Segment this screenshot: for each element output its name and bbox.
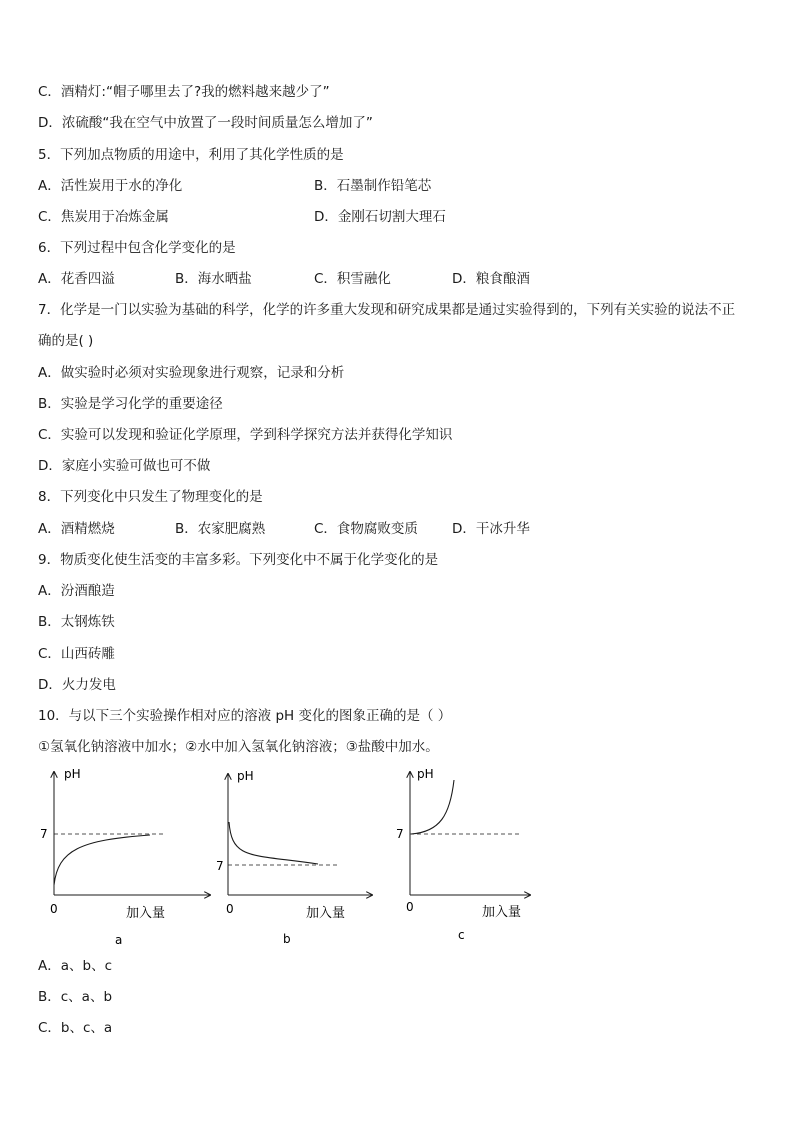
graph-b-ph7-label: 7 <box>216 859 224 873</box>
q9-option-b: B．太钢炼铁 <box>38 614 115 630</box>
graph-c-origin: 0 <box>406 900 414 914</box>
q6-option-b: B．海水晒盐 <box>175 271 252 287</box>
graph-b-ylabel: pH <box>237 769 254 783</box>
graph-b-origin: 0 <box>226 902 234 916</box>
q10-option-c: C．b、c、a <box>38 1020 113 1036</box>
question-7-line-1: 7．化学是一门以实验为基础的科学，化学的许多重大发现和研究成果都是通过实验得到的，下列有关实验的说法不正 <box>38 302 736 318</box>
graph-c <box>396 767 530 942</box>
graph-b-curve <box>229 822 318 864</box>
question-5: 5．下列加点物质的用途中，利用了其化学性质的是 <box>38 147 344 163</box>
graph-a <box>40 767 210 947</box>
q10-option-a: A．a、b、c <box>38 958 112 974</box>
q8-option-c: C．食物腐败变质 <box>314 521 418 537</box>
question-7-line-2: 确的是( ) <box>38 333 94 349</box>
graph-c-ylabel: pH <box>417 767 434 781</box>
graph-a-xlabel: 加入量 <box>126 906 166 921</box>
graph-b <box>216 769 372 946</box>
q9-option-a: A．汾酒酿造 <box>38 583 115 599</box>
graph-a-curve <box>54 835 150 885</box>
graph-a-ph7-label: 7 <box>40 827 48 841</box>
q8-option-b: B．农家肥腐熟 <box>175 521 266 537</box>
q6-option-d: D．粮食酿酒 <box>452 271 530 287</box>
q5-option-d: D．金刚石切割大理石 <box>314 209 446 225</box>
q9-option-c: C．山西砖雕 <box>38 646 115 662</box>
q5-option-b: B．石墨制作铅笔芯 <box>314 178 432 194</box>
graph-b-xlabel: 加入量 <box>306 906 346 921</box>
question-9: 9．物质变化使生活变的丰富多彩。下列变化中不属于化学变化的是 <box>38 552 439 568</box>
q4-option-c: C．酒精灯:“帽子哪里去了?我的燃料越来越少了” <box>38 84 330 100</box>
q7-option-d: D．家庭小实验可做也可不做 <box>38 458 211 474</box>
graph-a-ylabel: pH <box>64 767 81 781</box>
graph-a-origin: 0 <box>50 902 58 916</box>
q7-option-b: B．实验是学习化学的重要途径 <box>38 396 223 412</box>
q6-option-c: C．积雪融化 <box>314 271 391 287</box>
q5-option-c: C．焦炭用于冶炼金属 <box>38 209 169 225</box>
question-10: 10．与以下三个实验操作相对应的溶液 pH 变化的图象正确的是（ ） <box>38 708 452 724</box>
q10-option-b: B．c、a、b <box>38 989 113 1005</box>
q4-option-d: D．浓硫酸“我在空气中放置了一段时间质量怎么增加了” <box>38 115 373 131</box>
q7-option-c: C．实验可以发现和验证化学原理，学到科学探究方法并获得化学知识 <box>38 427 453 443</box>
q5-option-a: A．活性炭用于水的净化 <box>38 178 183 194</box>
graph-c-xlabel: 加入量 <box>482 905 522 920</box>
q8-option-d: D．干冰升华 <box>452 521 530 537</box>
graph-c-ph7-label: 7 <box>396 827 404 841</box>
q8-option-a: A．酒精燃烧 <box>38 521 115 537</box>
graph-b-caption: b <box>283 932 291 946</box>
graph-c-caption: c <box>458 928 465 942</box>
question-10-description: ①氢氧化钠溶液中加水；②水中加入氢氧化钠溶液；③盐酸中加水。 <box>38 739 439 755</box>
question-8: 8．下列变化中只发生了物理变化的是 <box>38 489 263 505</box>
q9-option-d: D．火力发电 <box>38 677 116 693</box>
q7-option-a: A．做实验时必须对实验现象进行观察，记录和分析 <box>38 365 345 381</box>
ph-graphs-figure <box>0 760 794 960</box>
q6-option-a: A．花香四溢 <box>38 271 115 287</box>
graph-a-caption: a <box>115 933 123 947</box>
graph-c-curve <box>411 780 454 834</box>
question-6: 6．下列过程中包含化学变化的是 <box>38 240 236 256</box>
